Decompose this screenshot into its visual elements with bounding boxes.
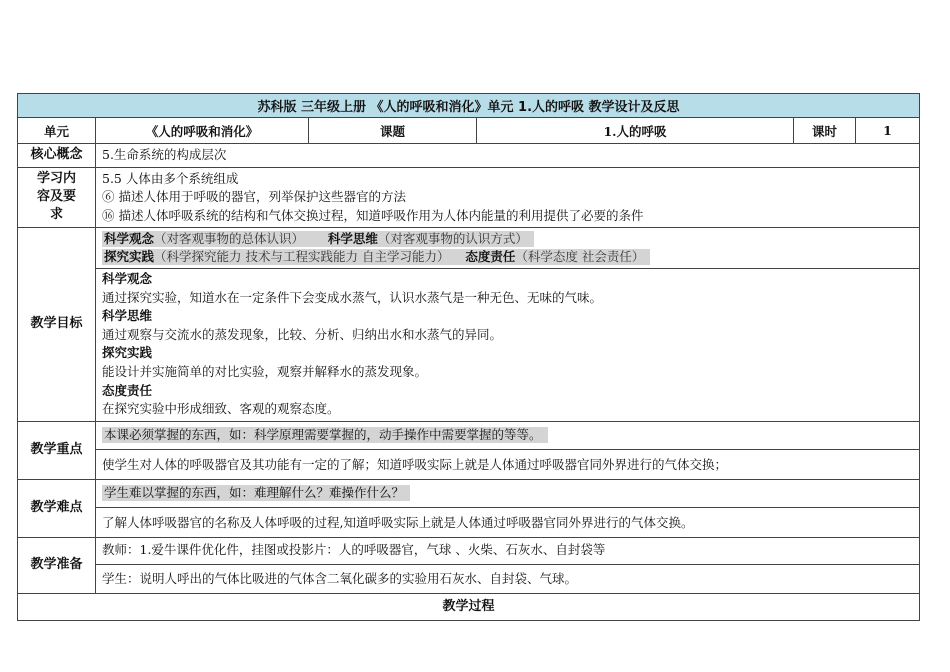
goals-dimension-highlight bbox=[102, 231, 534, 247]
core-concept-value: 5.生命系统的构成层次 bbox=[96, 144, 920, 168]
learning-line: ⑥ 描述人体用于呼吸的器官，列举保护这些器官的方法 bbox=[102, 189, 406, 204]
goals-items bbox=[96, 268, 919, 421]
title-row bbox=[18, 94, 920, 118]
goals-content bbox=[96, 228, 920, 422]
learning-line: ⑯ 描述人体呼吸系统的结构和气体交换过程，知道呼吸作用为人体内能量的利用提供了必要的条件 bbox=[102, 207, 644, 223]
goal-dim-desc: （科学态度 社会责任） bbox=[515, 249, 645, 264]
goal-heading: 探究实践 bbox=[102, 345, 153, 361]
process-heading: 教学过程 bbox=[18, 593, 920, 620]
hours-value: 1 bbox=[856, 118, 920, 144]
goal-dim-desc: （对客观事物的认识方式） bbox=[377, 231, 528, 246]
core-concept-label: 核心概念 bbox=[18, 144, 96, 168]
topic-label: 课题 bbox=[309, 118, 477, 144]
key-points-row bbox=[18, 421, 920, 479]
difficulties-hint: 学生难以掌握的东西，如：难理解什么？难操作什么？ bbox=[102, 485, 410, 501]
goals-dimension-highlight bbox=[102, 249, 650, 265]
goal-text: 通过观察与交流水的蒸发现象，比较、分析、归纳出水和水蒸气的异同。 bbox=[102, 326, 503, 342]
key-points-label: 教学重点 bbox=[18, 421, 96, 479]
topic-value: 1.人的呼吸 bbox=[477, 118, 794, 144]
unit-value: 《人的呼吸和消化》 bbox=[96, 118, 309, 144]
key-points-hint-wrap bbox=[96, 422, 919, 449]
learning-content bbox=[96, 167, 920, 228]
preparation-teacher: 教师：1.爱牛课件优化件，挂图或投影片：人的呼吸器官，气球 、火柴、石灰水、自封袋等 bbox=[102, 541, 606, 557]
goals-dimensions bbox=[96, 228, 919, 268]
process-row bbox=[18, 593, 920, 620]
goals-label: 教学目标 bbox=[18, 228, 96, 422]
goal-text: 通过探究实验，知道水在一定条件下会变成水蒸气，认识水蒸气是一种无色、无味的气味。 bbox=[102, 289, 603, 305]
goal-dim-desc: （对客观事物的总体认识） bbox=[154, 231, 305, 246]
learning-label-text: 学习内容及要求 bbox=[36, 171, 76, 223]
goal-text: 能设计并实施简单的对比实验，观察并解释水的蒸发现象。 bbox=[102, 363, 428, 379]
goal-dim-desc: （科学探究能力 技术与工程实践能力 自主学习能力） bbox=[154, 249, 450, 264]
goal-dim-title: 科学思维 bbox=[327, 231, 378, 246]
hours-label: 课时 bbox=[794, 118, 856, 144]
learning-row bbox=[18, 167, 920, 228]
key-points-content bbox=[96, 421, 920, 479]
difficulties-text: 了解人体呼吸器官的名称及人体呼吸的过程,知道呼吸实际上就是人体通过呼吸器官同外界进行的气体交换。 bbox=[96, 507, 919, 537]
preparation-content bbox=[96, 537, 920, 593]
header-row bbox=[18, 118, 920, 144]
difficulties-label: 教学难点 bbox=[18, 479, 96, 537]
goal-dim-title: 态度责任 bbox=[465, 249, 516, 264]
goal-dim-title: 探究实践 bbox=[104, 249, 155, 264]
difficulties-content bbox=[96, 479, 920, 537]
goals-row bbox=[18, 228, 920, 422]
goal-heading: 科学思维 bbox=[102, 308, 153, 324]
preparation-row bbox=[18, 537, 920, 593]
document-title: 苏科版 三年级上册 《人的呼吸和消化》单元 1.人的呼吸 教学设计及反思 bbox=[18, 94, 920, 118]
goal-heading: 科学观念 bbox=[102, 271, 153, 286]
key-points-hint: 本课必须掌握的东西，如：科学原理需要掌握的，动手操作中需要掌握的等等。 bbox=[102, 427, 548, 443]
difficulties-hint-wrap bbox=[96, 480, 919, 507]
preparation-label: 教学准备 bbox=[18, 537, 96, 593]
goal-dim-title: 科学观念 bbox=[104, 231, 155, 246]
core-concept-row bbox=[18, 144, 920, 168]
learning-line: 5.5 人体由多个系统组成 bbox=[102, 170, 239, 186]
lesson-plan-table bbox=[17, 93, 920, 621]
learning-label bbox=[18, 167, 96, 228]
key-points-text: 使学生对人体的呼吸器官及其功能有一定的了解；知道呼吸实际上就是人体通过呼吸器官同外界进行的气体交换； bbox=[96, 449, 919, 479]
goal-text: 在探究实验中形成细致、客观的观察态度。 bbox=[102, 401, 340, 417]
goal-heading: 态度责任 bbox=[102, 382, 153, 398]
preparation-student: 学生：说明人呼出的气体比吸进的气体含二氧化碳多的实验用石灰水、自封袋、气球。 bbox=[96, 564, 919, 593]
unit-label: 单元 bbox=[18, 118, 96, 144]
difficulties-row bbox=[18, 479, 920, 537]
